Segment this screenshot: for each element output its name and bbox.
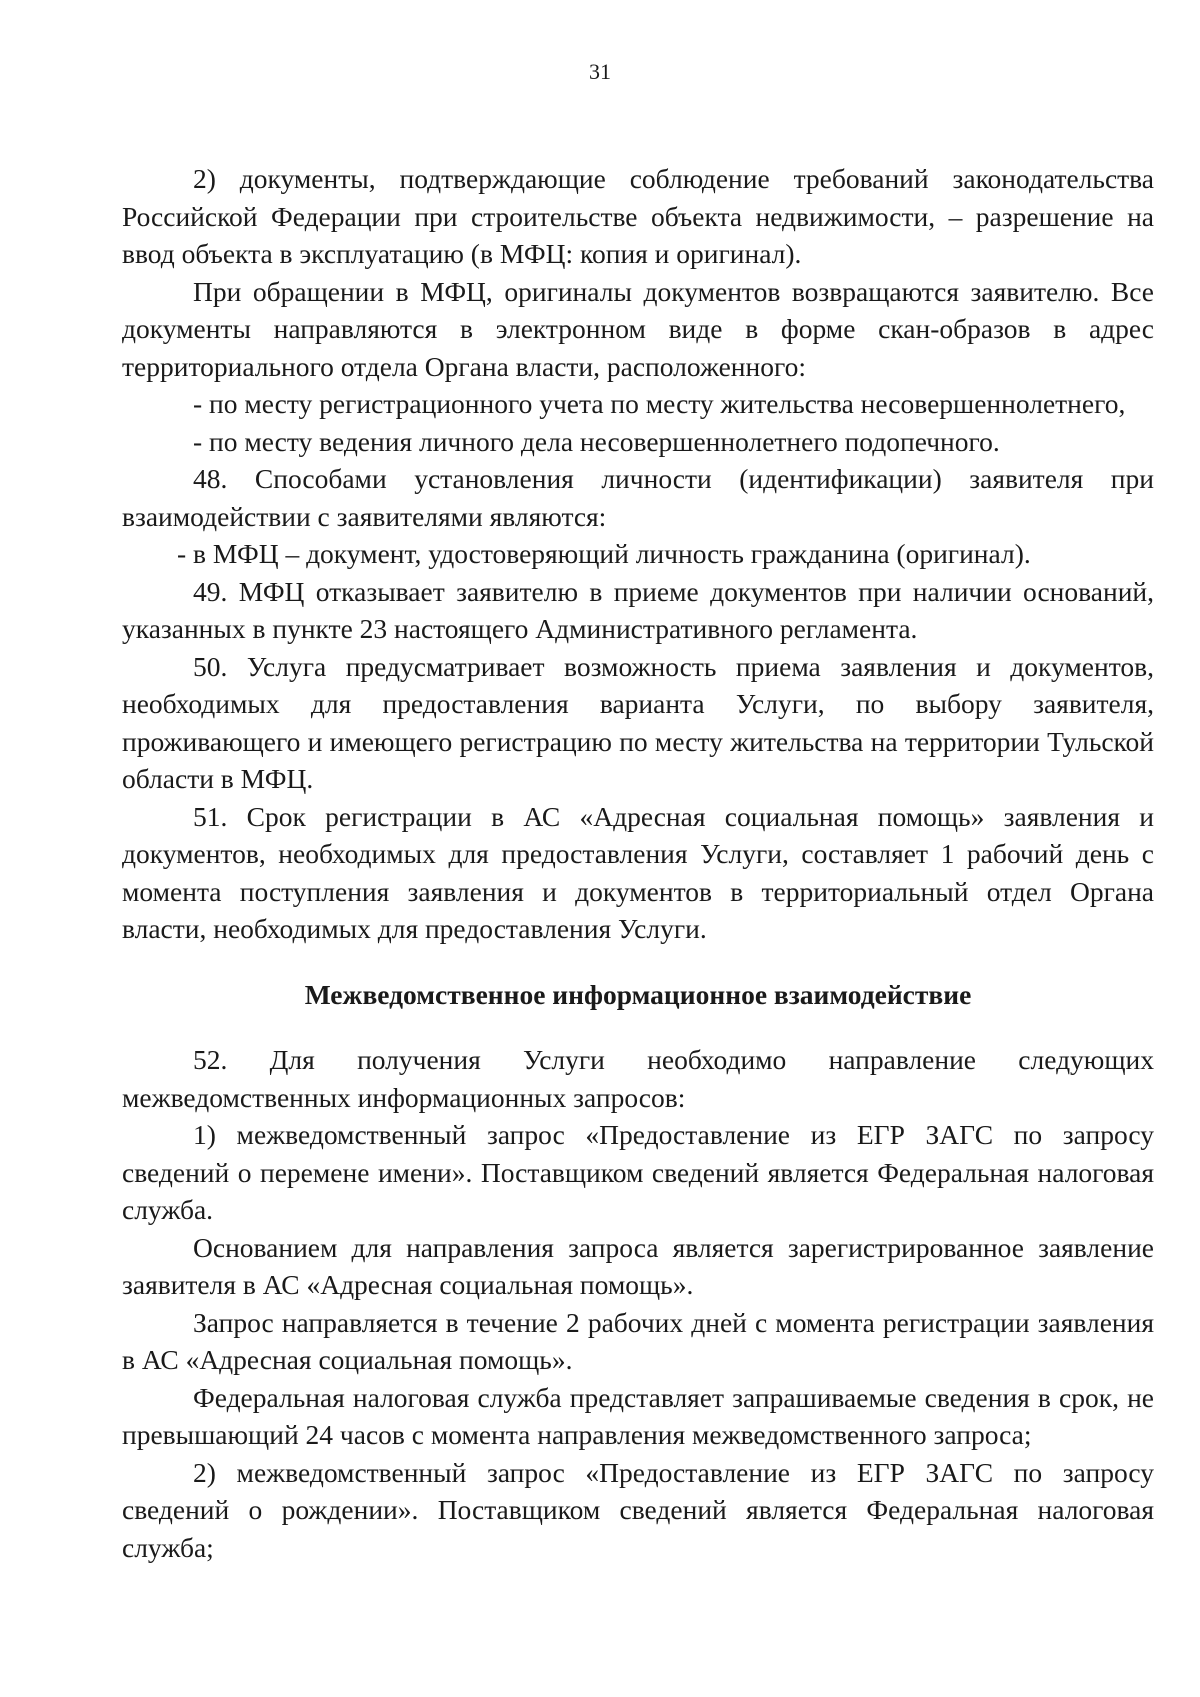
paragraph-mfc-originals: При обращении в МФЦ, оригиналы документов возвращаются заявителю. Все документы направляются в электронном виде в форме скан-образов в адрес территориального отдела Органа власти, расположенного: bbox=[122, 275, 1154, 382]
paragraph-50: 50. Услуга предусматривает возможность приема заявления и документов, необходимых для предоставления варианта Услуги, по выбору заявителя, проживающего и имеющего регистрацию по месту жительства на территории Тульской области в МФЦ. bbox=[122, 650, 1154, 794]
paragraph-item-2-permit: 2) документы, подтверждающие соблюдение требований законодательства Российской Федерации при строительстве объекта недвижимости, – разрешение на ввод объекта в эксплуатацию (в МФЦ: копия и оригинал). bbox=[122, 163, 1154, 269]
paragraph-request-2: 2) межведомственный запрос «Предоставление из ЕГР ЗАГС по запросу сведений о рождении». Поставщиком сведений является Федеральная налоговая служба; bbox=[122, 1456, 1154, 1563]
paragraph-request-1: 1) межведомственный запрос «Предоставление из ЕГР ЗАГС по запросу сведений о перемене имени». Поставщиком сведений является Федеральная налоговая служба. bbox=[122, 1119, 1154, 1225]
paragraph-request-basis: Основанием для направления запроса является зарегистрированное заявление заявителя в АС «Адресная социальная помощь». bbox=[122, 1231, 1154, 1300]
list-item-personal-file-place: - по месту ведения личного дела несовершеннолетнего подопечного. bbox=[193, 425, 1000, 457]
paragraph-response-timing: Федеральная налоговая служба представляет запрашиваемые сведения в срок, не превышающий 24 часов с момента направления межведомственного запроса; bbox=[122, 1381, 1154, 1450]
paragraph-51: 51. Срок регистрации в АС «Адресная социальная помощь» заявления и документов, необходимых для предоставления Услуги, составляет 1 рабочий день с момента поступления заявления и документов в территориальный отдел Органа власти, необходимых для предоставления Услуги. bbox=[122, 800, 1154, 944]
paragraph-49: 49. МФЦ отказывает заявителю в приеме документов при наличии оснований, указанных в пункте 23 настоящего Административного регламента. bbox=[122, 575, 1154, 644]
list-item-registration-place: - по месту регистрационного учета по месту жительства несовершеннолетнего, bbox=[193, 388, 1126, 419]
document-body bbox=[122, 160, 1154, 1566]
list-item-mfc-identity-document: - в МФЦ – документ, удостоверяющий личность гражданина (оригинал). bbox=[177, 538, 1031, 569]
paragraph-48: 48. Способами установления личности (идентификации) заявителя при взаимодействии с заявителями являются: bbox=[122, 463, 1154, 532]
paragraph-52: 52. Для получения Услуги необходимо направление следующих межведомственных информационных запросов: bbox=[122, 1044, 1154, 1113]
paragraph-request-timing: Запрос направляется в течение 2 рабочих дней с момента регистрации заявления в АС «Адресная социальная помощь». bbox=[122, 1306, 1154, 1375]
section-heading: Межведомственное информационное взаимодействие bbox=[304, 978, 972, 1010]
page-number: 31 bbox=[589, 59, 611, 84]
